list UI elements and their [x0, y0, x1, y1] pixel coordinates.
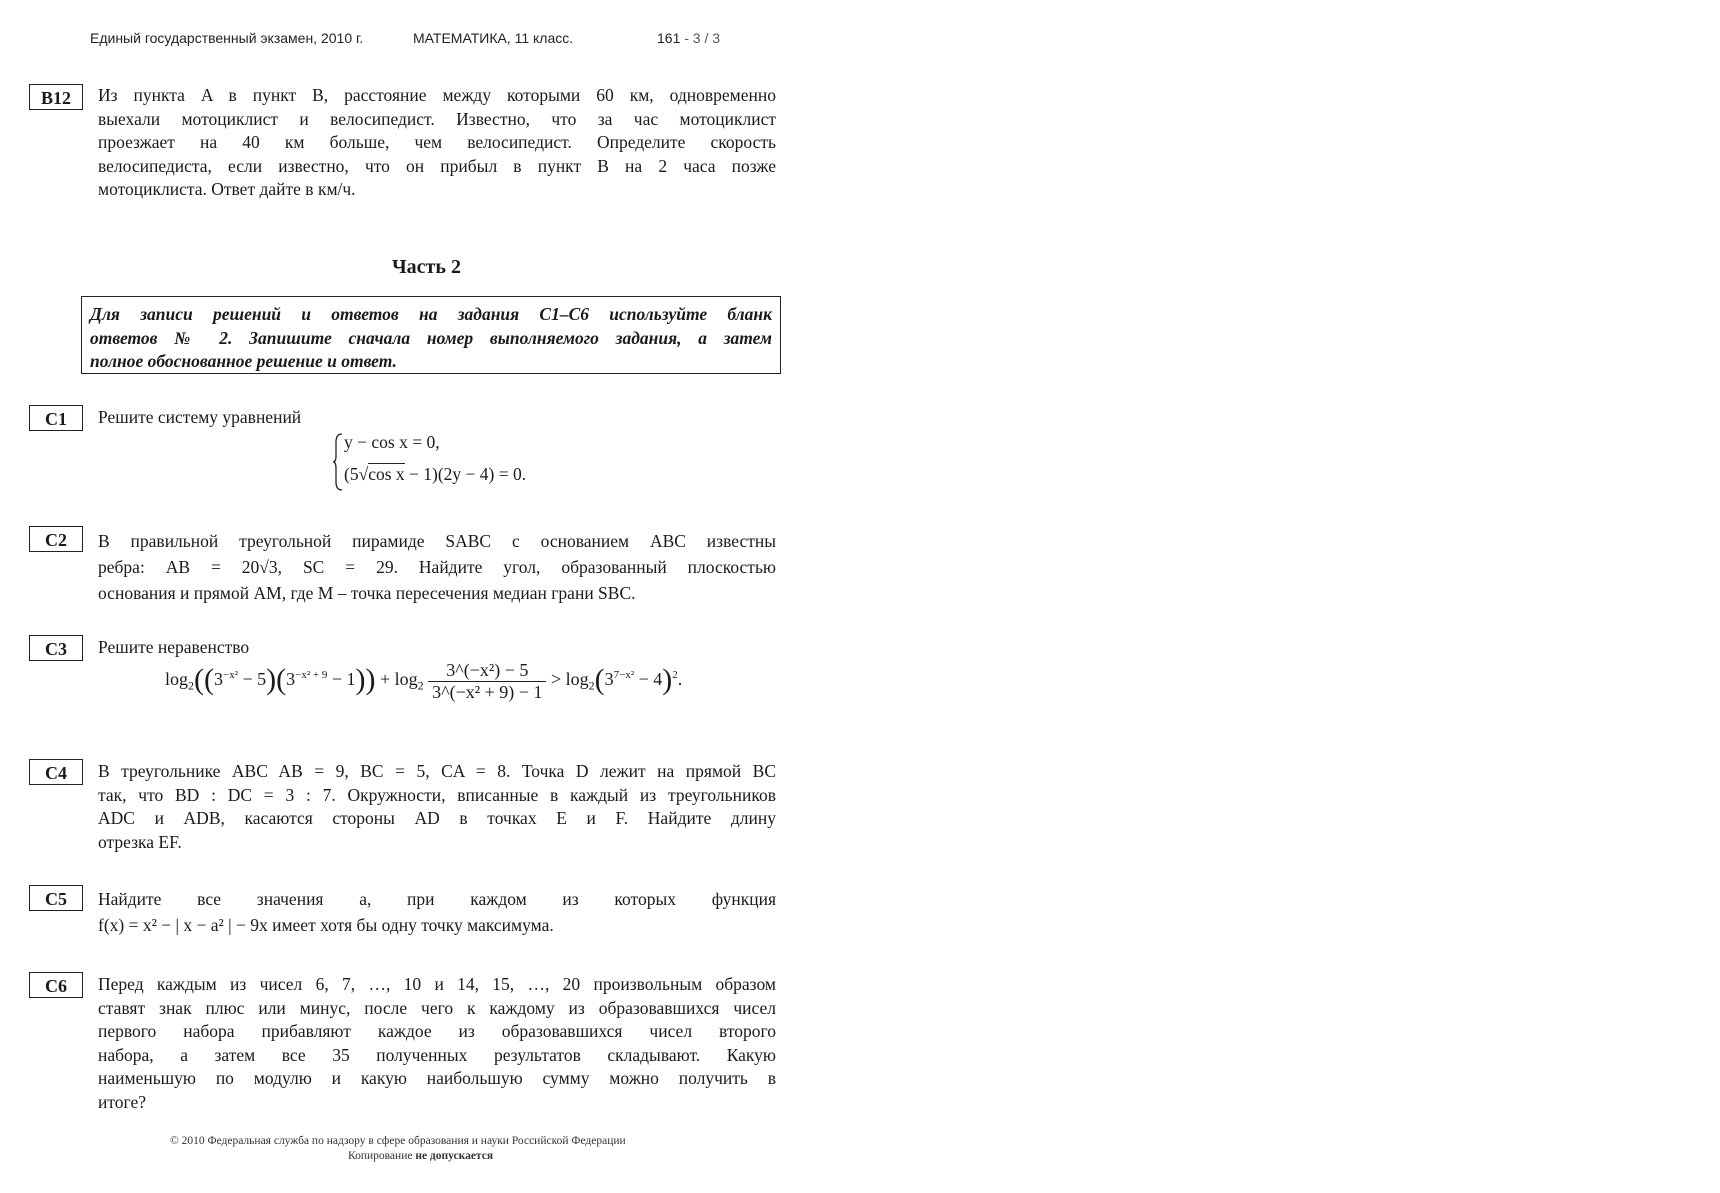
- power-base: 3: [286, 669, 296, 690]
- b12-line: мотоциклиста. Ответ дайте в км/ч.: [98, 179, 356, 199]
- c3-fraction: [428, 660, 546, 703]
- header-subject: МАТЕМАТИКА, 11 класс.: [413, 30, 574, 46]
- frac-denominator: 3^(−x² + 9) − 1: [432, 682, 543, 702]
- header-page-main: 161: [657, 30, 681, 46]
- task-tag-c5: C5: [29, 885, 83, 911]
- c3-formula: $\log_2((3^{-x^2} - 5)(3^{-x^2 + 9} - 1)) + \log_2$ $\frac{\text{3\textasciicircum{}(−x²) − 5}}{\text{3\textasciicircum{}(−x² + 9) − 1}}$ > $\log_2(3^{7-x^2} - 4)^2$.: [165, 660, 683, 702]
- task-tag-c4: C4: [29, 759, 83, 785]
- part-title: Часть 2: [392, 256, 461, 278]
- log-base: 2: [417, 678, 424, 693]
- instruction-line: Для записи решений и ответов на задания С1–С6 используйте бланк: [90, 304, 772, 324]
- c2-line: ребра: AB = 20√3, SC = 29. Найдите угол, образованный плоскостью: [98, 557, 776, 577]
- sqrt-icon: √: [358, 464, 369, 484]
- log-base: 2: [188, 678, 195, 693]
- power-exp: −x² + 9: [295, 669, 328, 682]
- b12-line: выехали мотоциклист и велосипедист. Известно, что за час мотоциклист: [98, 108, 776, 129]
- power-base: 3: [604, 669, 614, 690]
- c1-eq2: [344, 464, 526, 485]
- frac-numerator: 3^(−x²) − 5: [428, 660, 546, 682]
- c6-line: наименьшую по модулю и какую наибольшую сумму можно получить в: [98, 1068, 776, 1088]
- footer-copyright: © 2010 Федеральная служба по надзору в сфере образования и науки Российской Федерации: [170, 1135, 626, 1147]
- c5-line: f(x) = x² − | x − a² | − 9x имеет хотя бы одну точку максимума.: [98, 915, 554, 935]
- power-exp: 7−x²: [613, 669, 635, 682]
- power-exp: 2: [672, 669, 678, 682]
- power-base: 3: [214, 669, 223, 690]
- log-label: + log: [375, 669, 418, 690]
- task-tag-c2: C2: [29, 526, 83, 552]
- task-c5-text: [98, 886, 776, 938]
- c1-eq2-c: − 1)(2y − 4) = 0.: [404, 464, 527, 484]
- c2-line: основания и прямой AM, где M – точка пересечения медиан грани SBC.: [98, 583, 636, 603]
- instruction-box: [81, 296, 781, 374]
- c6-line: итоге?: [98, 1091, 147, 1112]
- instruction-line: ответов № 2. Запишите сначала номер выполняемого задания, а затем: [90, 327, 772, 348]
- header-exam: Единый государственный экзамен, 2010 г.: [90, 30, 364, 46]
- c6-line: первого набора прибавляют каждое из образовавшихся чисел второго: [98, 1021, 776, 1041]
- log-label: log: [165, 669, 189, 690]
- b12-line: Из пункта A в пункт B, расстояние между которыми 60 км, одновременно: [98, 85, 776, 105]
- c1-eq2-radicand: cos x: [368, 464, 405, 484]
- term: − 5: [238, 669, 267, 690]
- task-tag-c3: C3: [29, 635, 83, 661]
- header-page: [657, 30, 720, 46]
- c3-line: Решите неравенство: [98, 637, 250, 657]
- task-c4-text: [98, 760, 776, 854]
- c6-line: Перед каждым из чисел 6, 7, …, 10 и 14, 15, …, 20 произвольным образом: [98, 974, 776, 994]
- power-exp: −x²: [223, 669, 239, 682]
- log-base: 2: [588, 678, 595, 693]
- task-b12-text: [98, 84, 776, 202]
- term: − 4: [634, 669, 663, 690]
- c4-line: так, что BD : DC = 3 : 7. Окружности, вписанные в каждый из треугольников: [98, 784, 776, 805]
- c6-line: ставят знак плюс или минус, после чего к каждому из образовавшихся чисел: [98, 997, 776, 1018]
- b12-line: велосипедиста, если известно, что он прибыл в пункт B на 2 часа позже: [98, 155, 776, 176]
- header-page-sub: - 3 / 3: [684, 30, 721, 46]
- task-tag-c6: C6: [29, 972, 83, 998]
- task-tag-c1: C1: [29, 405, 83, 431]
- footer-copy-text: Копирование: [348, 1150, 416, 1162]
- footer-copy-notice: [348, 1150, 493, 1162]
- c2-line: В правильной треугольной пирамиде SABC с основанием ABC известны: [98, 531, 776, 551]
- c5-line: Найдите все значения a, при каждом из которых функция: [98, 889, 776, 909]
- task-c2-text: [98, 528, 776, 606]
- c1-eq2-a: (5: [344, 464, 359, 484]
- task-c6-text: [98, 973, 776, 1114]
- log-label: > log: [550, 669, 589, 690]
- instruction-line: полное обоснованное решение и ответ.: [90, 351, 397, 371]
- term: .: [677, 669, 683, 690]
- brace-icon: [332, 432, 344, 492]
- c1-line: Решите систему уравнений: [98, 407, 302, 427]
- task-c3-text: [98, 636, 776, 660]
- task-tag-b12: B12: [29, 84, 83, 110]
- term: − 1: [327, 669, 356, 690]
- task-c1-text: [98, 406, 776, 430]
- b12-line: проезжает на 40 км больше, чем велосипедист. Определите скорость: [98, 132, 776, 152]
- c4-line: В треугольнике ABC AB = 9, BC = 5, CA = 8. Точка D лежит на прямой BC: [98, 761, 776, 781]
- c4-line: ADC и ADB, касаются стороны AD в точках E и F. Найдите длину: [98, 808, 776, 828]
- c1-eq1: y − cos x = 0,: [344, 432, 440, 452]
- c6-line: набора, а затем все 35 полученных результатов складывают. Какую: [98, 1044, 776, 1065]
- c4-line: отрезка EF.: [98, 831, 182, 852]
- footer-copy-bold: не допускается: [415, 1150, 494, 1162]
